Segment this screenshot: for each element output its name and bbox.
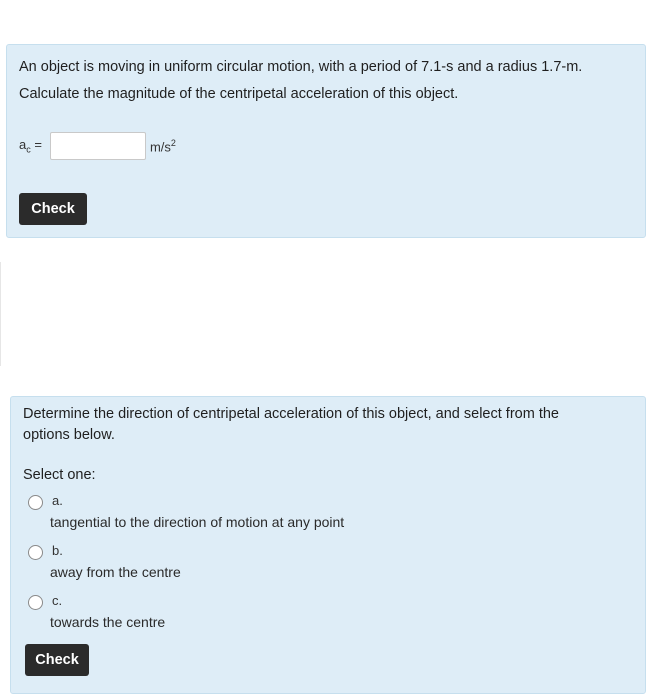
question-text-line-1: Determine the direction of centripetal acceleration of this object, and select from the: [23, 406, 559, 422]
check-button-q1[interactable]: Check: [19, 193, 87, 225]
answer-row: [19, 131, 176, 161]
acceleration-answer-input[interactable]: [50, 132, 146, 160]
answer-label-equals: =: [34, 137, 42, 153]
question-text-line-2: options below.: [23, 427, 115, 443]
question-text: [19, 54, 629, 108]
option-text[interactable]: away from the centre: [50, 564, 181, 580]
question-text-line-2: Calculate the magnitude of the centripetal acceleration of this object.: [19, 86, 459, 102]
answer-label-base: a: [19, 137, 27, 153]
answer-label-subscript: c: [26, 144, 31, 155]
radio-button-b[interactable]: [28, 545, 43, 560]
option-text[interactable]: towards the centre: [50, 614, 166, 630]
question-text: [23, 404, 623, 446]
unit-base: m/s: [149, 139, 171, 155]
unit-exponent: 2: [170, 137, 176, 148]
radio-button-a[interactable]: [28, 495, 43, 510]
radio-button-c[interactable]: [28, 595, 43, 610]
option-letter: a.: [52, 493, 63, 508]
option-letter: b.: [52, 543, 63, 558]
select-one-label: Select one:: [23, 467, 96, 483]
question-text-line-1: An object is moving in uniform circular motion, with a period of 7.1-s and a radius 1.7-m.: [19, 59, 583, 75]
option-text[interactable]: tangential to the direction of motion at any point: [50, 514, 345, 530]
question-card-acceleration: [6, 44, 646, 238]
option-letter: c.: [52, 593, 63, 608]
divider-line: [0, 262, 1, 366]
unit-label: [150, 138, 176, 154]
check-button-q2[interactable]: Check: [25, 644, 89, 676]
question-card-direction: [10, 396, 646, 694]
answer-label: [19, 137, 42, 155]
